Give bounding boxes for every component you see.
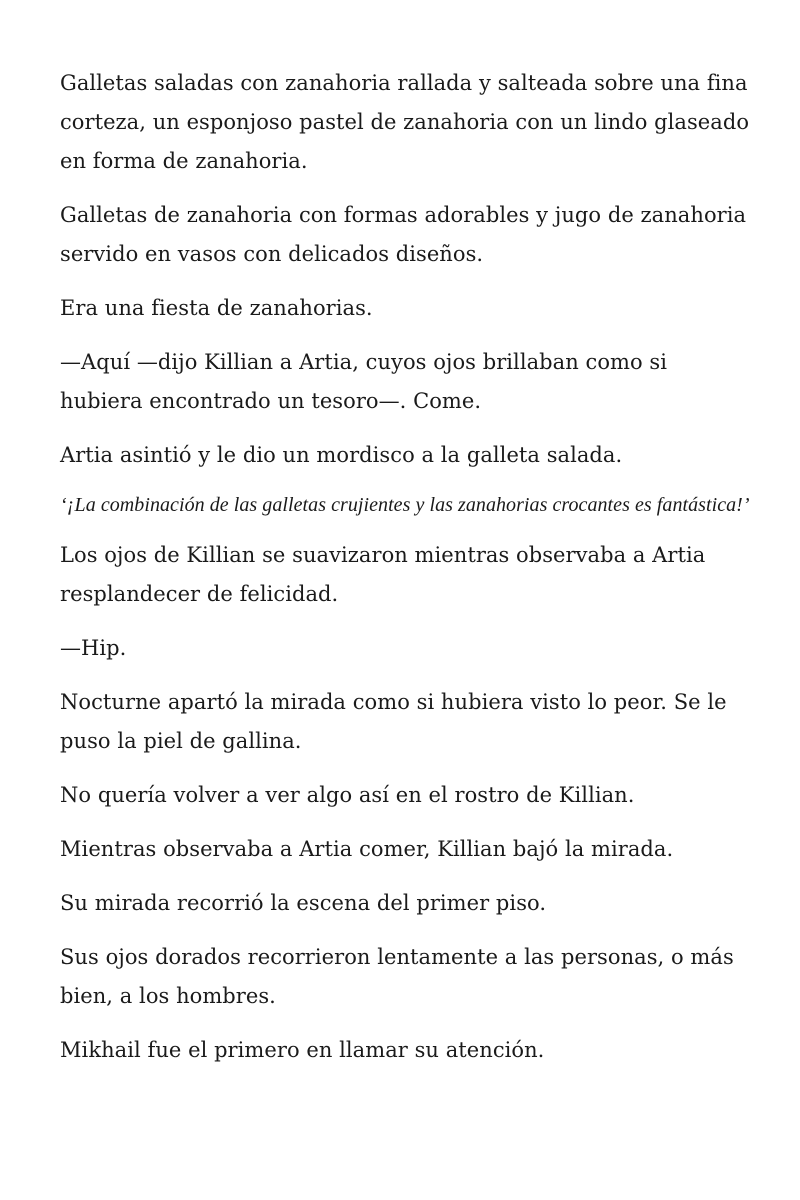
paragraph: Era una fiesta de zanahorias. — [60, 296, 373, 320]
paragraph: Nocturne apartó la mirada como si hubiera visto lo peor. Se le puso la piel de gallina. — [60, 690, 727, 753]
paragraph: Galletas de zanahoria con formas adorables y jugo de zanahoria servido en vasos con delicados diseños. — [60, 203, 747, 266]
paragraph: Su mirada recorrió la escena del primer piso. — [60, 891, 547, 915]
paragraph: Artia asintió y le dio un mordisco a la galleta salada. — [60, 443, 623, 467]
paragraph: Los ojos de Killian se suavizaron mientras observaba a Artia resplandecer de felicidad. — [60, 543, 706, 606]
italic-thought-paragraph: ‘¡La combinación de las galletas crujientes y las zanahorias crocantes es fantástica!’ — [60, 494, 750, 516]
paragraph: —Aquí —dijo Killian a Artia, cuyos ojos brillaban como si hubiera encontrado un tesoro—. Come. — [60, 350, 667, 413]
paragraph: —Hip. — [60, 636, 127, 660]
paragraph: Sus ojos dorados recorrieron lentamente a las personas, o más bien, a los hombres. — [60, 945, 734, 1008]
paragraph: Mikhail fue el primero en llamar su atención. — [60, 1038, 545, 1062]
paragraph: Galletas saladas con zanahoria rallada y salteada sobre una fina corteza, un esponjoso pastel de zanahoria con un lindo glaseado en forma de zanahoria. — [60, 71, 750, 173]
paragraph: Mientras observaba a Artia comer, Killian bajó la mirada. — [60, 837, 674, 861]
paragraph: No quería volver a ver algo así en el rostro de Killian. — [60, 783, 635, 807]
document-page — [60, 64, 750, 1085]
